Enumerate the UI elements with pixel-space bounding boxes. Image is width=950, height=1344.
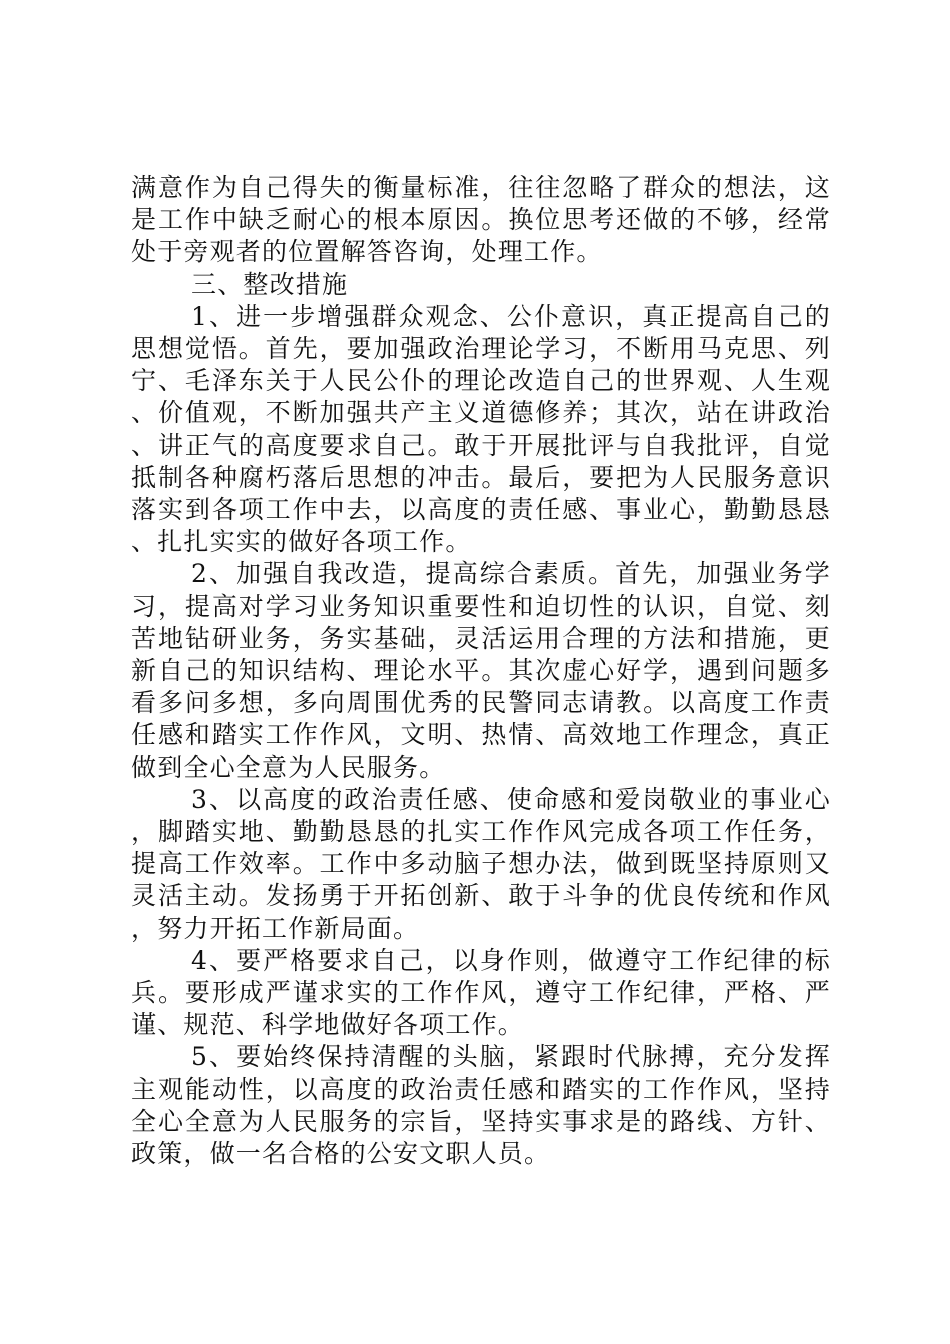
section-heading-rectification: 三、整改措施 [191, 269, 349, 299]
paragraph-measure-1: 1、进一步增强群众观念、公仆意识，真正提高自己的思想觉悟。首先，要加强政治理论学习，不断用马克思、列宁、毛泽东关于人民公仆的理论改造自己的世界观、人生观、价值观，不断加强共产主义道德修养；其次，站在讲政治、讲正气的高度要求自己。敢于开展批评与自我批评，自觉抵制各种腐朽落后思想的冲击。最后，要把为人民服务意识落实到各项工作中去，以高度的责任感、事业心，勤勤恳恳、扎扎实实的做好各项工作。 [131, 301, 831, 557]
paragraph-measure-4: 4、要严格要求自己，以身作则，做遵守工作纪律的标兵。要形成严谨求实的工作作风，遵守工作纪律，严格、严谨、规范、科学地做好各项工作。 [131, 945, 831, 1040]
document-body [131, 172, 831, 1170]
paragraph-measure-5: 5、要始终保持清醒的头脑，紧跟时代脉搏，充分发挥主观能动性，以高度的政治责任感和踏实的工作作风，坚持全心全意为人民服务的宗旨，坚持实事求是的路线、方针、政策，做一名合格的公安文职人员。 [131, 1042, 831, 1169]
paragraph-measure-3: 3、以高度的政治责任感、使命感和爱岗敬业的事业心，脚踏实地、勤勤恳恳的扎实工作作风完成各项工作任务，提高工作效率。工作中多动脑子想办法，做到既坚持原则又灵活主动。发扬勇于开拓创新、敢于斗争的优良传统和作风，努力开拓工作新局面。 [131, 784, 831, 943]
paragraph-measure-2: 2、加强自我改造，提高综合素质。首先，加强业务学习，提高对学习业务知识重要性和迫切性的认识，自觉、刻苦地钻研业务，务实基础，灵活运用合理的方法和措施，更新自己的知识结构、理论水平。其次虚心好学，遇到问题多看多问多想，多向周围优秀的民警同志请教。以高度工作责任感和踏实工作作风，文明、热情、高效地工作理念，真正做到全心全意为人民服务。 [131, 559, 831, 782]
paragraph-continuation: 满意作为自己得失的衡量标准，往往忽略了群众的想法，这是工作中缺乏耐心的根本原因。换位思考还做的不够，经常处于旁观者的位置解答咨询，处理工作。 [131, 173, 831, 267]
